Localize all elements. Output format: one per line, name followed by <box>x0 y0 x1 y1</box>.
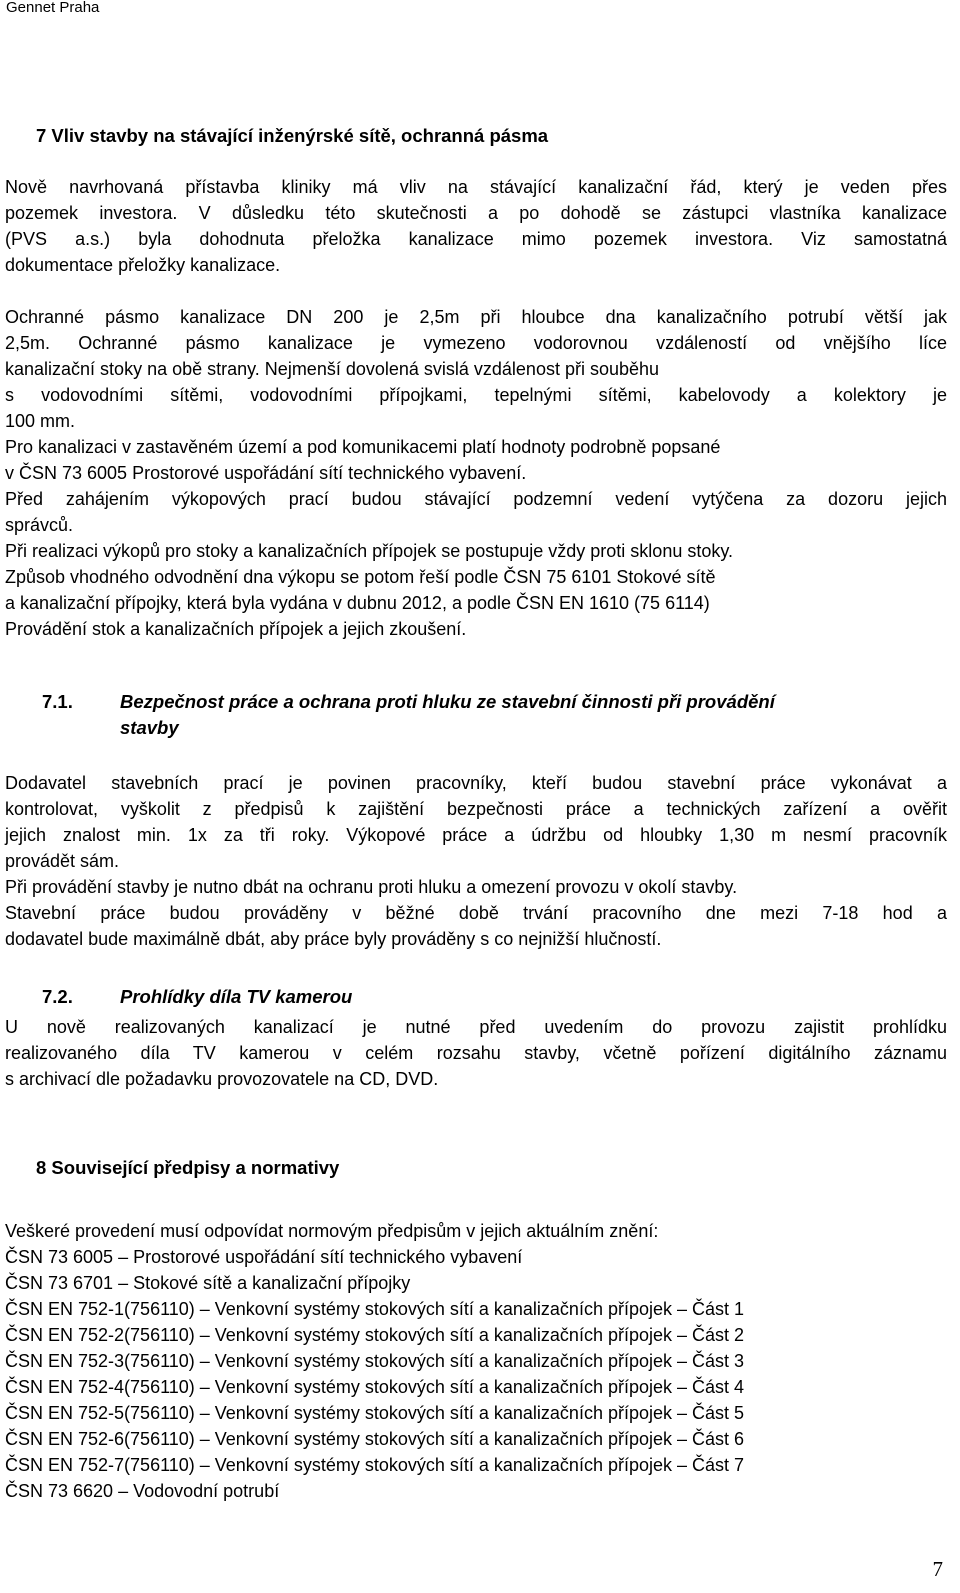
section-8-list <box>5 1218 947 1504</box>
section-7-1-heading <box>42 689 942 741</box>
list-item: ČSN EN 752-6(756110) – Venkovní systémy stokových sítí a kanalizačních přípojek – Část 6 <box>5 1429 745 1449</box>
list-item: ČSN EN 752-2(756110) – Venkovní systémy stokových sítí a kanalizačních přípojek – Část 2 <box>5 1325 745 1345</box>
text-line: jejich znalost min. 1x za tři roky. Výkopové práce a údržbu od hloubky 1,30 m nesmí pracovník <box>5 825 947 845</box>
running-header: Gennet Praha <box>6 0 100 16</box>
text-line: Nově navrhovaná přístavba kliniky má vliv na stávající kanalizační řád, který je veden přes <box>5 177 947 197</box>
text-line: realizovaného díla TV kamerou v celém rozsahu stavby, včetně pořízení digitálního záznamu <box>5 1043 947 1063</box>
text-line: Stavební práce budou prováděny v běžné době trvání pracovního dne mezi 7-18 hod a <box>5 903 947 923</box>
text-line: Při realizaci výkopů pro stoky a kanalizačních přípojek se postupuje vždy proti sklonu stoky. <box>5 541 734 561</box>
text-line: Dodavatel stavebních prací je povinen pracovníky, kteří budou stavební práce vykonávat a <box>5 773 947 793</box>
text-line: v ČSN 73 6005 Prostorové uspořádání sítí technického vybavení. <box>5 463 527 483</box>
section-title: Prohlídky díla TV kamerou <box>120 986 353 1007</box>
list-item: ČSN 73 6701 – Stokové sítě a kanalizační přípojky <box>5 1273 411 1293</box>
section-8-heading: 8 Související předpisy a normativy <box>36 1157 340 1178</box>
list-item: ČSN 73 6620 – Vodovodní potrubí <box>5 1481 280 1501</box>
list-item: ČSN EN 752-4(756110) – Venkovní systémy stokových sítí a kanalizačních přípojek – Část 4 <box>5 1377 745 1397</box>
text-line: 100 mm. <box>5 411 76 431</box>
text-line: (PVS a.s.) byla dohodnuta přeložka kanalizace mimo pozemek investora. Viz samostatná <box>5 229 947 249</box>
list-item: ČSN EN 752-5(756110) – Venkovní systémy stokových sítí a kanalizačních přípojek – Část 5 <box>5 1403 745 1423</box>
section-7-2-heading <box>42 984 942 1010</box>
text-line: pozemek investora. V důsledku této skutečnosti a po dohodě se zástupci vlastníka kanalizace <box>5 203 947 223</box>
text-line: Před zahájením výkopových prací budou stávající podzemní vedení vytýčena za dozoru jejich <box>5 489 947 509</box>
text-line: dodavatel bude maximálně dbát, aby práce byly prováděny s co nejnižší hlučností. <box>5 929 662 949</box>
section-number: 7.1. <box>42 691 73 712</box>
section-7-1-paragraph <box>5 770 947 952</box>
list-item: ČSN EN 752-1(756110) – Venkovní systémy stokových sítí a kanalizačních přípojek – Část 1 <box>5 1299 745 1319</box>
text-line: U nově realizovaných kanalizací je nutné před uvedením do provozu zajistit prohlídku <box>5 1017 947 1037</box>
section-title <box>120 689 940 741</box>
text-line: Provádění stok a kanalizačních přípojek a jejich zkoušení. <box>5 619 467 639</box>
text-line: Ochranné pásmo kanalizace DN 200 je 2,5m při hloubce dna kanalizačního potrubí větší jak <box>5 307 947 327</box>
section-7-paragraph-2 <box>5 304 947 642</box>
text-line: kontrolovat, vyškolit z předpisů k zajištění bezpečnosti práce a technických zařízení a ověřit <box>5 799 947 819</box>
list-item: ČSN EN 752-3(756110) – Venkovní systémy stokových sítí a kanalizačních přípojek – Část 3 <box>5 1351 745 1371</box>
text-line: s archivací dle požadavku provozovatele na CD, DVD. <box>5 1069 439 1089</box>
title-line: Bezpečnost práce a ochrana proti hluku ze stavební činnosti při provádění <box>120 691 775 712</box>
section-number: 7.2. <box>42 986 73 1007</box>
text-line: správců. <box>5 515 74 535</box>
list-intro: Veškeré provedení musí odpovídat normovým předpisům v jejich aktuálním znění: <box>5 1221 659 1241</box>
text-line: a kanalizační přípojky, která byla vydána v dubnu 2012, a podle ČSN EN 1610 (75 6114) <box>5 593 710 613</box>
text-line: dokumentace přeložky kanalizace. <box>5 255 281 275</box>
list-item: ČSN EN 752-7(756110) – Venkovní systémy stokových sítí a kanalizačních přípojek – Část 7 <box>5 1455 745 1475</box>
text-line: kanalizační stoky na obě strany. Nejmenší dovolená svislá vzdálenost při souběhu <box>5 359 660 379</box>
title-line: stavby <box>120 717 179 738</box>
list-item: ČSN 73 6005 – Prostorové uspořádání sítí technického vybavení <box>5 1247 523 1267</box>
text-line: Pro kanalizaci v zastavěném území a pod komunikacemi platí hodnoty podrobně popsané <box>5 437 721 457</box>
section-7-2-paragraph <box>5 1014 947 1092</box>
text-line: 2,5m. Ochranné pásmo kanalizace je vymezeno vodorovnou vzdáleností od vnějšího líce <box>5 333 947 353</box>
text-line: provádět sám. <box>5 851 120 871</box>
page-number: 7 <box>932 1557 943 1581</box>
section-7-heading: 7 Vliv stavby na stávající inženýrské sítě, ochranná pásma <box>36 125 549 146</box>
text-line: Při provádění stavby je nutno dbát na ochranu proti hluku a omezení provozu v okolí stavby. <box>5 877 738 897</box>
text-line: s vodovodními sítěmi, vodovodními přípojkami, tepelnými sítěmi, kabelovody a kolektory je <box>5 385 947 405</box>
section-7-paragraph-1 <box>5 174 947 278</box>
text-line: Způsob vhodného odvodnění dna výkopu se potom řeší podle ČSN 75 6101 Stokové sítě <box>5 567 716 587</box>
